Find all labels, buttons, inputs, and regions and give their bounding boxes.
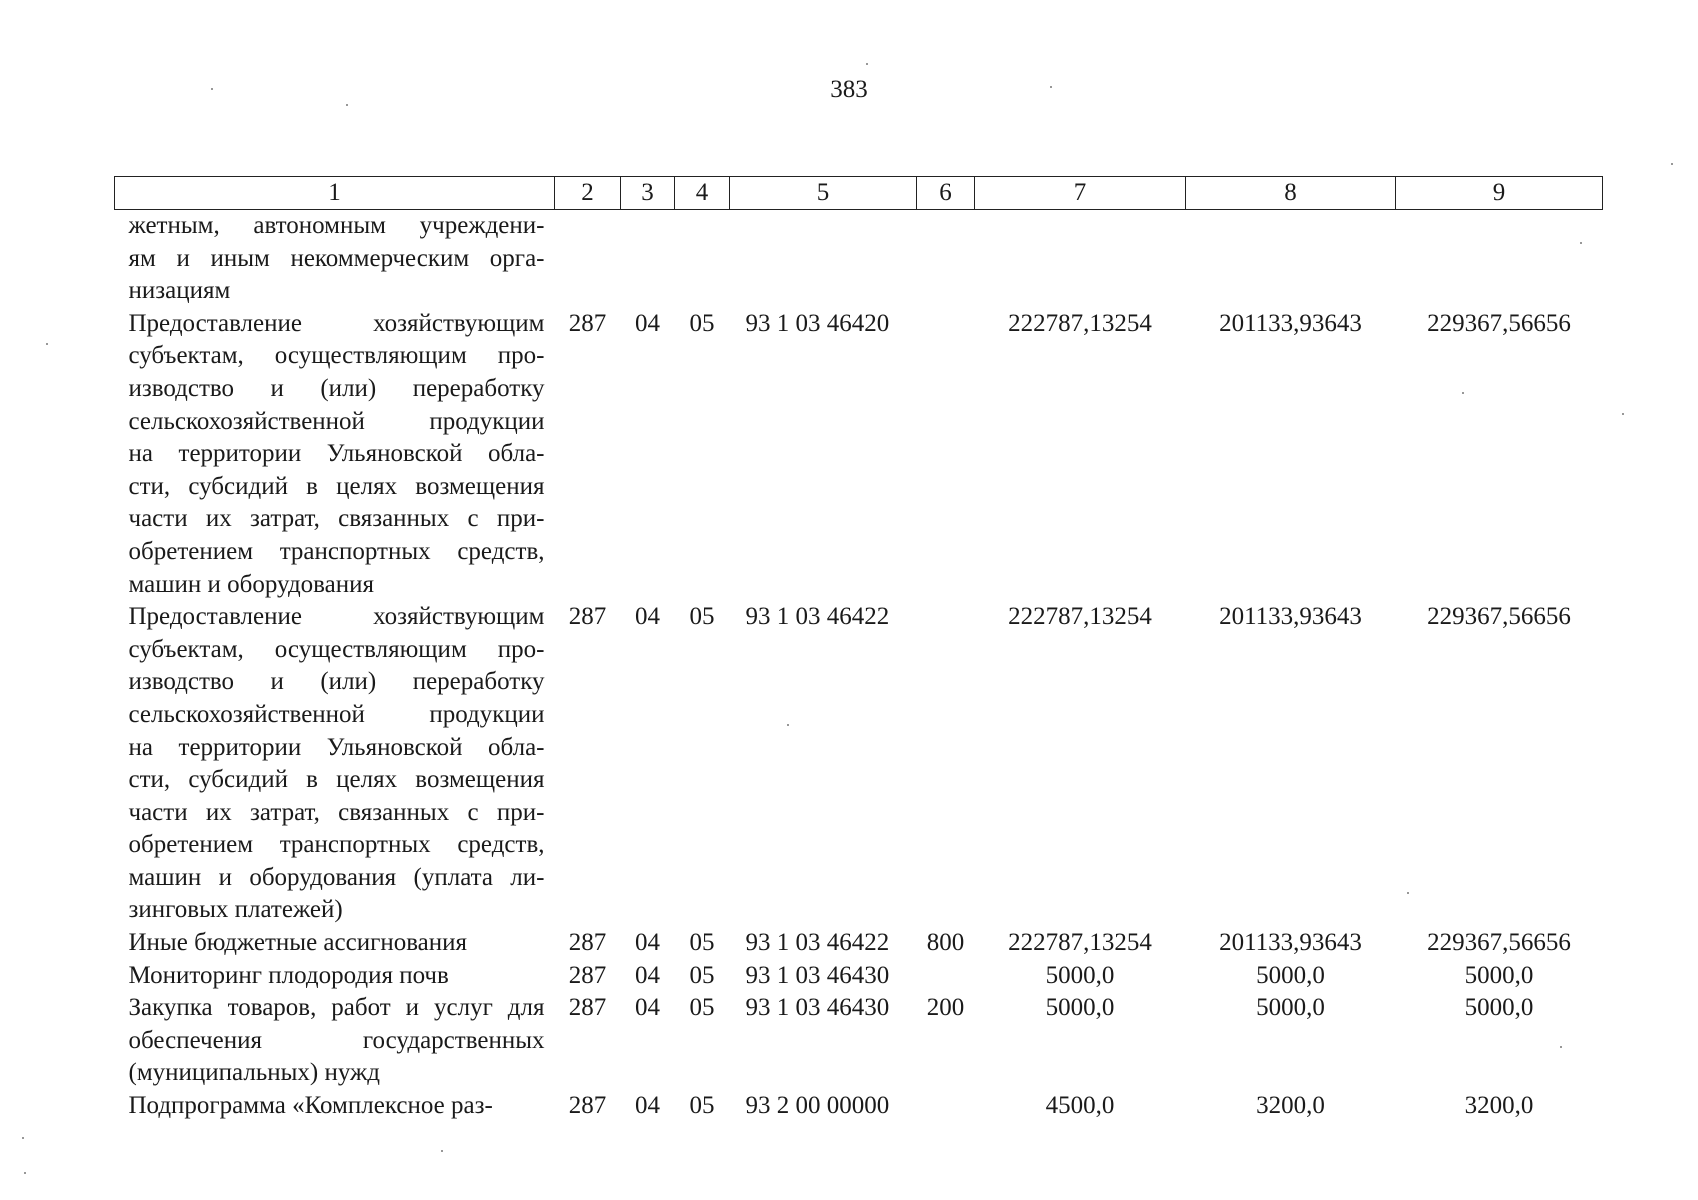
- cell-csr: 93 1 03 46430: [745, 961, 890, 989]
- description-line: Предоставление хозяйствующим: [128, 309, 545, 337]
- cell-rz: 04: [635, 1092, 660, 1120]
- cell-year1: 222787,13254: [1008, 603, 1152, 631]
- cell-rz: 04: [635, 603, 660, 631]
- cell-year2: 201133,93643: [1219, 929, 1362, 957]
- header-col-7: 7: [975, 177, 1186, 210]
- header-col-8: 8: [1186, 177, 1396, 210]
- row-description: [115, 992, 555, 1090]
- cell-year2: 5000,0: [1256, 994, 1325, 1022]
- scan-speck: [1580, 242, 1582, 244]
- cell-gr: 287: [568, 961, 607, 989]
- header-col-5: 5: [730, 177, 917, 210]
- cell-rz: 04: [635, 929, 660, 957]
- cell-gr: 287: [568, 1092, 607, 1120]
- description-line: Подпрограмма «Комплексное раз-: [128, 1092, 493, 1120]
- cell-year3: 3200,0: [1464, 1092, 1534, 1120]
- table-row: [115, 992, 1603, 1090]
- description-line: изводство и (или) переработку: [128, 668, 545, 696]
- cell-pr: 05: [689, 961, 715, 989]
- description-line: ям и иным некоммерческим орга-: [128, 244, 545, 272]
- cell-vr: 800: [926, 929, 965, 957]
- scan-speck: [22, 1137, 24, 1139]
- scan-speck: [346, 104, 348, 106]
- row-description: [115, 308, 555, 601]
- row-description: [115, 1090, 555, 1123]
- cell-year2: 3200,0: [1256, 1092, 1325, 1120]
- cell-year1: [975, 210, 1186, 308]
- cell-year3: 5000,0: [1464, 994, 1534, 1022]
- description-line: машин и оборудования: [128, 570, 374, 598]
- description-line: сти, субсидий в целях возмещения: [128, 472, 545, 500]
- cell-pr: 05: [689, 994, 715, 1022]
- description-line: сельскохозяйственной продукции: [128, 407, 545, 435]
- cell-year3: 229367,56656: [1427, 603, 1571, 631]
- description-line: субъектам, осуществляющим про-: [128, 635, 545, 663]
- cell-year1: 222787,13254: [1008, 309, 1152, 337]
- cell-year1: 4500,0: [1045, 1092, 1115, 1120]
- header-col-9: 9: [1396, 177, 1603, 210]
- description-line: изводство и (или) переработку: [128, 374, 545, 402]
- cell-pr: 05: [689, 603, 715, 631]
- cell-vr: [917, 210, 975, 308]
- cell-vr: [917, 308, 975, 601]
- scan-speck: [46, 343, 48, 345]
- cell-csr: 93 2 00 00000: [745, 1092, 890, 1120]
- description-line: Иные бюджетные ассигнования: [128, 929, 468, 957]
- table-row: [115, 927, 1603, 960]
- cell-csr: 93 1 03 46422: [745, 929, 890, 957]
- description-line: Предоставление хозяйствующим: [128, 603, 545, 631]
- cell-year1: 5000,0: [1045, 961, 1115, 989]
- description-line: обеспечения государственных: [128, 1026, 545, 1054]
- cell-gr: [555, 210, 621, 308]
- scan-speck: [441, 1150, 443, 1152]
- scan-speck: [24, 1172, 26, 1174]
- cell-year2: [1186, 210, 1396, 308]
- scan-speck: [1050, 86, 1052, 88]
- page-number: 383: [830, 76, 868, 103]
- cell-csr: 93 1 03 46430: [745, 994, 890, 1022]
- row-description: [115, 960, 555, 993]
- cell-vr: 200: [926, 994, 965, 1022]
- cell-rz: 04: [635, 961, 660, 989]
- cell-csr: 93 1 03 46420: [745, 309, 890, 337]
- cell-pr: 05: [689, 929, 715, 957]
- cell-gr: 287: [568, 929, 607, 957]
- header-col-2: 2: [555, 177, 621, 210]
- scan-speck: [1560, 1046, 1562, 1048]
- table-row: [115, 960, 1603, 993]
- scan-speck: [1407, 892, 1409, 894]
- table-row: [115, 601, 1603, 927]
- scan-speck: [787, 724, 789, 726]
- cell-rz: [621, 210, 675, 308]
- description-line: жетным, автономным учреждени-: [128, 212, 545, 239]
- cell-year3: 5000,0: [1464, 961, 1534, 989]
- cell-vr: [917, 1090, 975, 1123]
- cell-pr: [675, 210, 730, 308]
- cell-gr: 287: [568, 603, 607, 631]
- cell-vr: [917, 601, 975, 927]
- table-row: [115, 210, 1603, 308]
- description-line: сти, субсидий в целях возмещения: [128, 766, 545, 794]
- header-col-4: 4: [675, 177, 730, 210]
- description-line: сельскохозяйственной продукции: [128, 700, 545, 728]
- description-line: Мониторинг плодородия почв: [128, 961, 449, 989]
- row-description: [115, 210, 555, 308]
- scan-speck: [1462, 392, 1464, 394]
- cell-year1: 5000,0: [1045, 994, 1115, 1022]
- row-description: [115, 601, 555, 927]
- description-line: части их затрат, связанных с при-: [128, 505, 545, 533]
- description-line: Закупка товаров, работ и услуг для: [128, 994, 545, 1022]
- cell-pr: 05: [689, 1092, 715, 1120]
- description-line: на территории Ульяновской обла-: [128, 733, 545, 761]
- cell-gr: 287: [568, 994, 607, 1022]
- scan-speck: [1622, 413, 1624, 415]
- scan-speck: [866, 63, 868, 65]
- description-line: субъектам, осуществляющим про-: [128, 342, 545, 370]
- description-line: части их затрат, связанных с при-: [128, 798, 545, 826]
- cell-pr: 05: [689, 309, 715, 337]
- cell-year2: 201133,93643: [1219, 309, 1362, 337]
- cell-year2: 5000,0: [1256, 961, 1325, 989]
- description-line: машин и оборудования (уплата ли-: [128, 863, 545, 891]
- cell-year3: 229367,56656: [1427, 929, 1571, 957]
- header-col-1: 1: [115, 177, 555, 210]
- description-line: обретением транспортных средств,: [128, 831, 545, 859]
- description-line: (муниципальных) нужд: [128, 1059, 381, 1087]
- table-row: [115, 308, 1603, 601]
- budget-table: [114, 176, 1603, 1123]
- description-line: низациям: [128, 277, 231, 305]
- header-row: [115, 177, 1603, 210]
- cell-year2: 201133,93643: [1219, 603, 1362, 631]
- cell-vr: [917, 960, 975, 993]
- cell-csr: [730, 210, 917, 308]
- scan-speck: [211, 88, 213, 90]
- header-col-6: 6: [917, 177, 975, 210]
- description-line: зинговых платежей): [128, 896, 343, 924]
- cell-year1: 222787,13254: [1008, 929, 1152, 957]
- row-description: [115, 927, 555, 960]
- description-line: обретением транспортных средств,: [128, 537, 545, 565]
- header-col-3: 3: [621, 177, 675, 210]
- cell-year3: [1396, 210, 1603, 308]
- cell-csr: 93 1 03 46422: [745, 603, 890, 631]
- cell-gr: 287: [568, 309, 607, 337]
- cell-rz: 04: [635, 994, 660, 1022]
- table-header: [115, 177, 1603, 210]
- scan-speck: [1671, 163, 1673, 165]
- table-row: [115, 1090, 1603, 1123]
- description-line: на территории Ульяновской обла-: [128, 440, 545, 468]
- cell-rz: 04: [635, 309, 660, 337]
- cell-year3: 229367,56656: [1427, 309, 1571, 337]
- table-body: [115, 210, 1603, 1123]
